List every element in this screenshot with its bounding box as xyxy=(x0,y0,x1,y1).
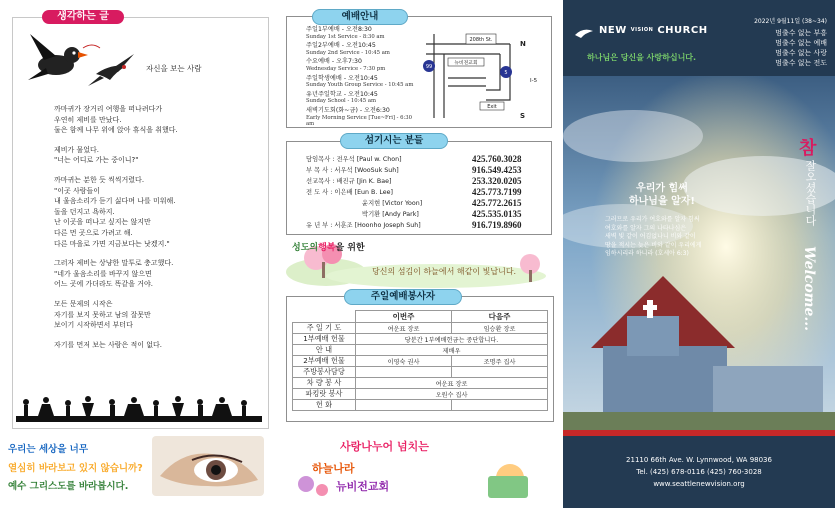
staff-name-6: 박기환 [Andy Park] xyxy=(362,211,419,218)
duty-label: 헌 화 xyxy=(293,400,356,411)
vertical-title-char: 참 xyxy=(799,138,817,159)
duty-next: 임승환 장로 xyxy=(452,323,548,334)
staff-row-1 xyxy=(306,154,531,164)
church-logo xyxy=(599,25,708,36)
staff-phone-5: 425.772.2615 xyxy=(472,198,522,208)
service-1-ko: 주일1부예배 - 오전8:30 xyxy=(306,26,372,33)
eye-illustration xyxy=(152,436,264,496)
swallow-bird xyxy=(88,54,134,86)
service-1-en: Sunday 1st Service - 8:30 am xyxy=(306,33,385,40)
service-4-en: Sunday Youth Group Service - 10:45 am xyxy=(306,82,414,89)
duty-this: 여운표 장로 xyxy=(356,323,452,334)
service-6-ko: 새벽기도회(화~금) - 오전6:30 xyxy=(306,106,390,114)
duty-this: 여운표 장로 xyxy=(356,378,548,389)
poem-stanza-5: 모든 문제의 시작은 자기를 보지 못하고 남의 잘못만 보이기 시작하면서 부터다 xyxy=(54,299,151,330)
table-row xyxy=(293,378,548,389)
poem-stanza-6: 자기를 먼저 보는 사람은 적이 없다. xyxy=(54,340,163,349)
staff-phone-4: 425.773.7199 xyxy=(472,187,522,197)
motto-4: 멈출수 없는 전도 xyxy=(775,59,827,67)
banner-title-a: 성도의 xyxy=(292,243,319,253)
verse-title xyxy=(607,182,717,208)
duty-next xyxy=(452,400,548,411)
staff-phone-6: 425.535.0135 xyxy=(472,209,522,219)
duty-this: 오원수 집사 xyxy=(356,389,548,400)
table-row xyxy=(293,323,548,334)
motto-2: 멈출수 없는 예배 xyxy=(775,39,827,47)
poem-stanza-3: 까마귀는 분한 듯 씩씩거렸다. "이곳 사람들이 내 울음소리가 듣기 싫다며 나를 미워해. 돌을 던지고 욕하지. 난 이곳을 떠나고 싶지는 않지만 다른 먼 곳으로 가려고 해. 다른 마을로 가면 지금보다는 낫겠지." xyxy=(54,175,176,248)
staff-phone-1: 425.760.3028 xyxy=(472,154,522,164)
map-right-road: I-5 xyxy=(530,78,538,84)
logo-church: CHURCH xyxy=(657,25,708,36)
service-3-en: Wednesday Service - 7:30 pm xyxy=(306,65,386,72)
duty-next xyxy=(452,367,548,378)
staff-name-5: 윤지현 [Victor Yoon] xyxy=(362,200,423,207)
hwy-5-label: 5 xyxy=(504,70,508,76)
hwy-99-label: 99 xyxy=(425,64,433,70)
birds-illustration xyxy=(26,30,136,92)
motto-1: 멈출수 없는 부흥 xyxy=(775,29,827,37)
banner-title xyxy=(292,240,365,253)
church-website[interactable]: www.seattlenewvision.org xyxy=(653,480,745,488)
duty-header-next-week: 다음주 xyxy=(452,311,548,323)
poem-stanza-2: 제비가 물었다. "너는 어디로 가는 중이니?" xyxy=(54,145,139,165)
compass-north: N xyxy=(520,40,526,48)
staff-section-title: 섬기시는 분들 xyxy=(340,133,448,149)
motto-list xyxy=(775,28,827,68)
verse-body: 그러므로 우리가 여호와를 알자 힘써 여호와를 알자 그의 나타나심은 새벽 빛 같이 어김없나니 비와 같이 땅을 적시는 늦은 비와 같이 우리에게 임하시리라 하니라 (호세아 6:3) xyxy=(605,216,702,257)
bottom-message-line-2: 열심히 바라보고 있지 않습니까? xyxy=(8,463,143,474)
staff-phone-2: 916.549.4253 xyxy=(472,165,522,175)
crowd-silhouette xyxy=(16,394,262,424)
table-row xyxy=(293,400,548,411)
table-row xyxy=(293,389,548,400)
duty-this xyxy=(356,367,452,378)
banner-title-c: 을 위한 xyxy=(335,243,365,253)
cover-footer xyxy=(563,436,835,508)
love-line-1: 사랑나누어 넘치는 xyxy=(340,440,429,453)
map-exit-label: Exit xyxy=(487,104,497,110)
staff-name-4: 전 도 사 : 이은배 [Eun B. Lee] xyxy=(306,189,393,196)
worship-section-title: 예배안내 xyxy=(312,9,408,25)
church-tel: Tel. (425) 678-0116 (425) 760-3028 xyxy=(636,468,762,476)
staff-row-4 xyxy=(306,187,531,197)
table-row xyxy=(293,345,548,356)
duty-this xyxy=(356,400,452,411)
duty-this: 이영숙 권사 xyxy=(356,356,452,367)
crow-bird xyxy=(28,34,88,80)
poem-title: 자신을 보는 사람 xyxy=(146,64,202,73)
service-2-en: Sunday 2nd Service - 10:45 am xyxy=(306,49,390,56)
bulletin-date: 2022년 9월11일 (38~34) xyxy=(754,18,827,25)
bottom-message-line-1: 우리는 세상을 너무 xyxy=(8,444,89,455)
duty-this: 당분간 1부예배헌금는 중단합니다. xyxy=(356,334,548,345)
bottom-message-line-3: 예수 그리스도를 바라봅시다. xyxy=(8,481,129,492)
poem-body xyxy=(54,104,254,350)
poem-stanza-1: 까마귀가 장거리 여행을 떠나려다가 우연히 제비를 만났다. 둘은 함께 나무 위에 앉아 휴식을 취했다. xyxy=(54,105,178,135)
banner-title-b: 행복 xyxy=(318,243,336,253)
staff-row-5 xyxy=(306,198,531,208)
duty-header-blank xyxy=(293,311,356,323)
vertical-title-rest: 잘오셨습니다 xyxy=(804,160,817,226)
staff-name-7: 유 년 부 : 서훈조 [Hoonho Joseph Suh] xyxy=(306,222,421,229)
slogan: 하나님은 당신을 사랑하십니다. xyxy=(587,53,697,62)
left-panel xyxy=(0,0,275,508)
welcome-text: Welcome... xyxy=(801,246,817,332)
duty-header-row xyxy=(293,311,548,323)
duty-label: 안 내 xyxy=(293,345,356,356)
verse-title-line-2: 하나님을 알자! xyxy=(628,196,695,207)
duty-section-title: 주일예배봉사자 xyxy=(344,289,462,305)
table-row xyxy=(293,356,548,367)
service-3-ko: 수요예배 - 오후7:30 xyxy=(306,58,362,66)
cover-header xyxy=(563,0,835,76)
verse-title-line-1: 우리가 힘써 xyxy=(636,183,688,194)
church-address: 21110 66th Ave. W. Lynnwood, WA 98036 xyxy=(626,456,772,464)
duty-next: 조명주 집사 xyxy=(452,356,548,367)
map-church-label: 뉴비젼교회 xyxy=(454,61,478,66)
dove-logo-icon xyxy=(573,24,595,36)
love-line-3: 뉴비전교회 xyxy=(336,480,390,493)
duty-table xyxy=(292,310,548,411)
staff-row-3 xyxy=(306,176,531,186)
poem-stanza-4: 그러자 제비는 상냥한 말투로 충고했다. "네가 울음소리를 바꾸지 않으면 어느 곳에 가더라도 똑같을 거야. xyxy=(54,259,174,289)
service-2-ko: 주일2부예배 - 오전10:45 xyxy=(306,42,376,50)
staff-name-1: 담임목사 : 전우석 [Paul w. Chon] xyxy=(306,156,402,163)
duty-label: 차 량 봉 사 xyxy=(293,378,356,389)
logo-new: NEW xyxy=(599,25,627,36)
service-6-en: Early Morning Service [Tue~Fri] - 6:30 am xyxy=(306,114,413,128)
duty-header-this-week: 이번주 xyxy=(356,311,452,323)
duty-label: 1부예배 헌물 xyxy=(293,334,356,345)
table-row xyxy=(293,334,548,345)
compass-south: S xyxy=(520,112,526,120)
service-5-ko: 유년주일학교 - 오전10:45 xyxy=(306,90,378,98)
cover-panel xyxy=(563,0,835,508)
love-line-2: 하늘나라 xyxy=(312,462,355,475)
service-5-en: Sunday School - 10:45 am xyxy=(306,98,377,105)
banner-text: 당신의 섬김이 하늘에서 해같이 빛납니다. xyxy=(372,267,517,276)
duty-label: 주방봉사담당 xyxy=(293,367,356,378)
table-row xyxy=(293,367,548,378)
motto-3: 멈출수 없는 사랑 xyxy=(775,49,827,57)
logo-vision: VISION xyxy=(630,27,654,33)
staff-phone-7: 916.719.8960 xyxy=(472,220,522,230)
staff-row-6 xyxy=(306,209,531,219)
church-map xyxy=(420,30,544,122)
duty-this: 제배우 xyxy=(356,345,548,356)
map-street-label: 208th St. xyxy=(469,37,493,43)
staff-name-2: 부 목 사 : 서우석 [WooSuk Suh] xyxy=(306,167,399,174)
duty-label: 파킹랏 봉사 xyxy=(293,389,356,400)
staff-row-2 xyxy=(306,165,531,175)
service-list xyxy=(306,27,416,131)
staff-name-3: 선교목사 : 배진규 [Jin K. Bae] xyxy=(306,178,392,185)
staff-row-7 xyxy=(306,220,531,230)
staff-phone-3: 253.320.0205 xyxy=(472,176,522,186)
service-4-ko: 주일학생예배 - 오전10:45 xyxy=(306,74,378,82)
section-tab-thinking: 생각하는 글 xyxy=(42,10,124,24)
duty-label: 2부예배 헌물 xyxy=(293,356,356,367)
duty-label: 주 일 기 도 xyxy=(293,323,356,334)
